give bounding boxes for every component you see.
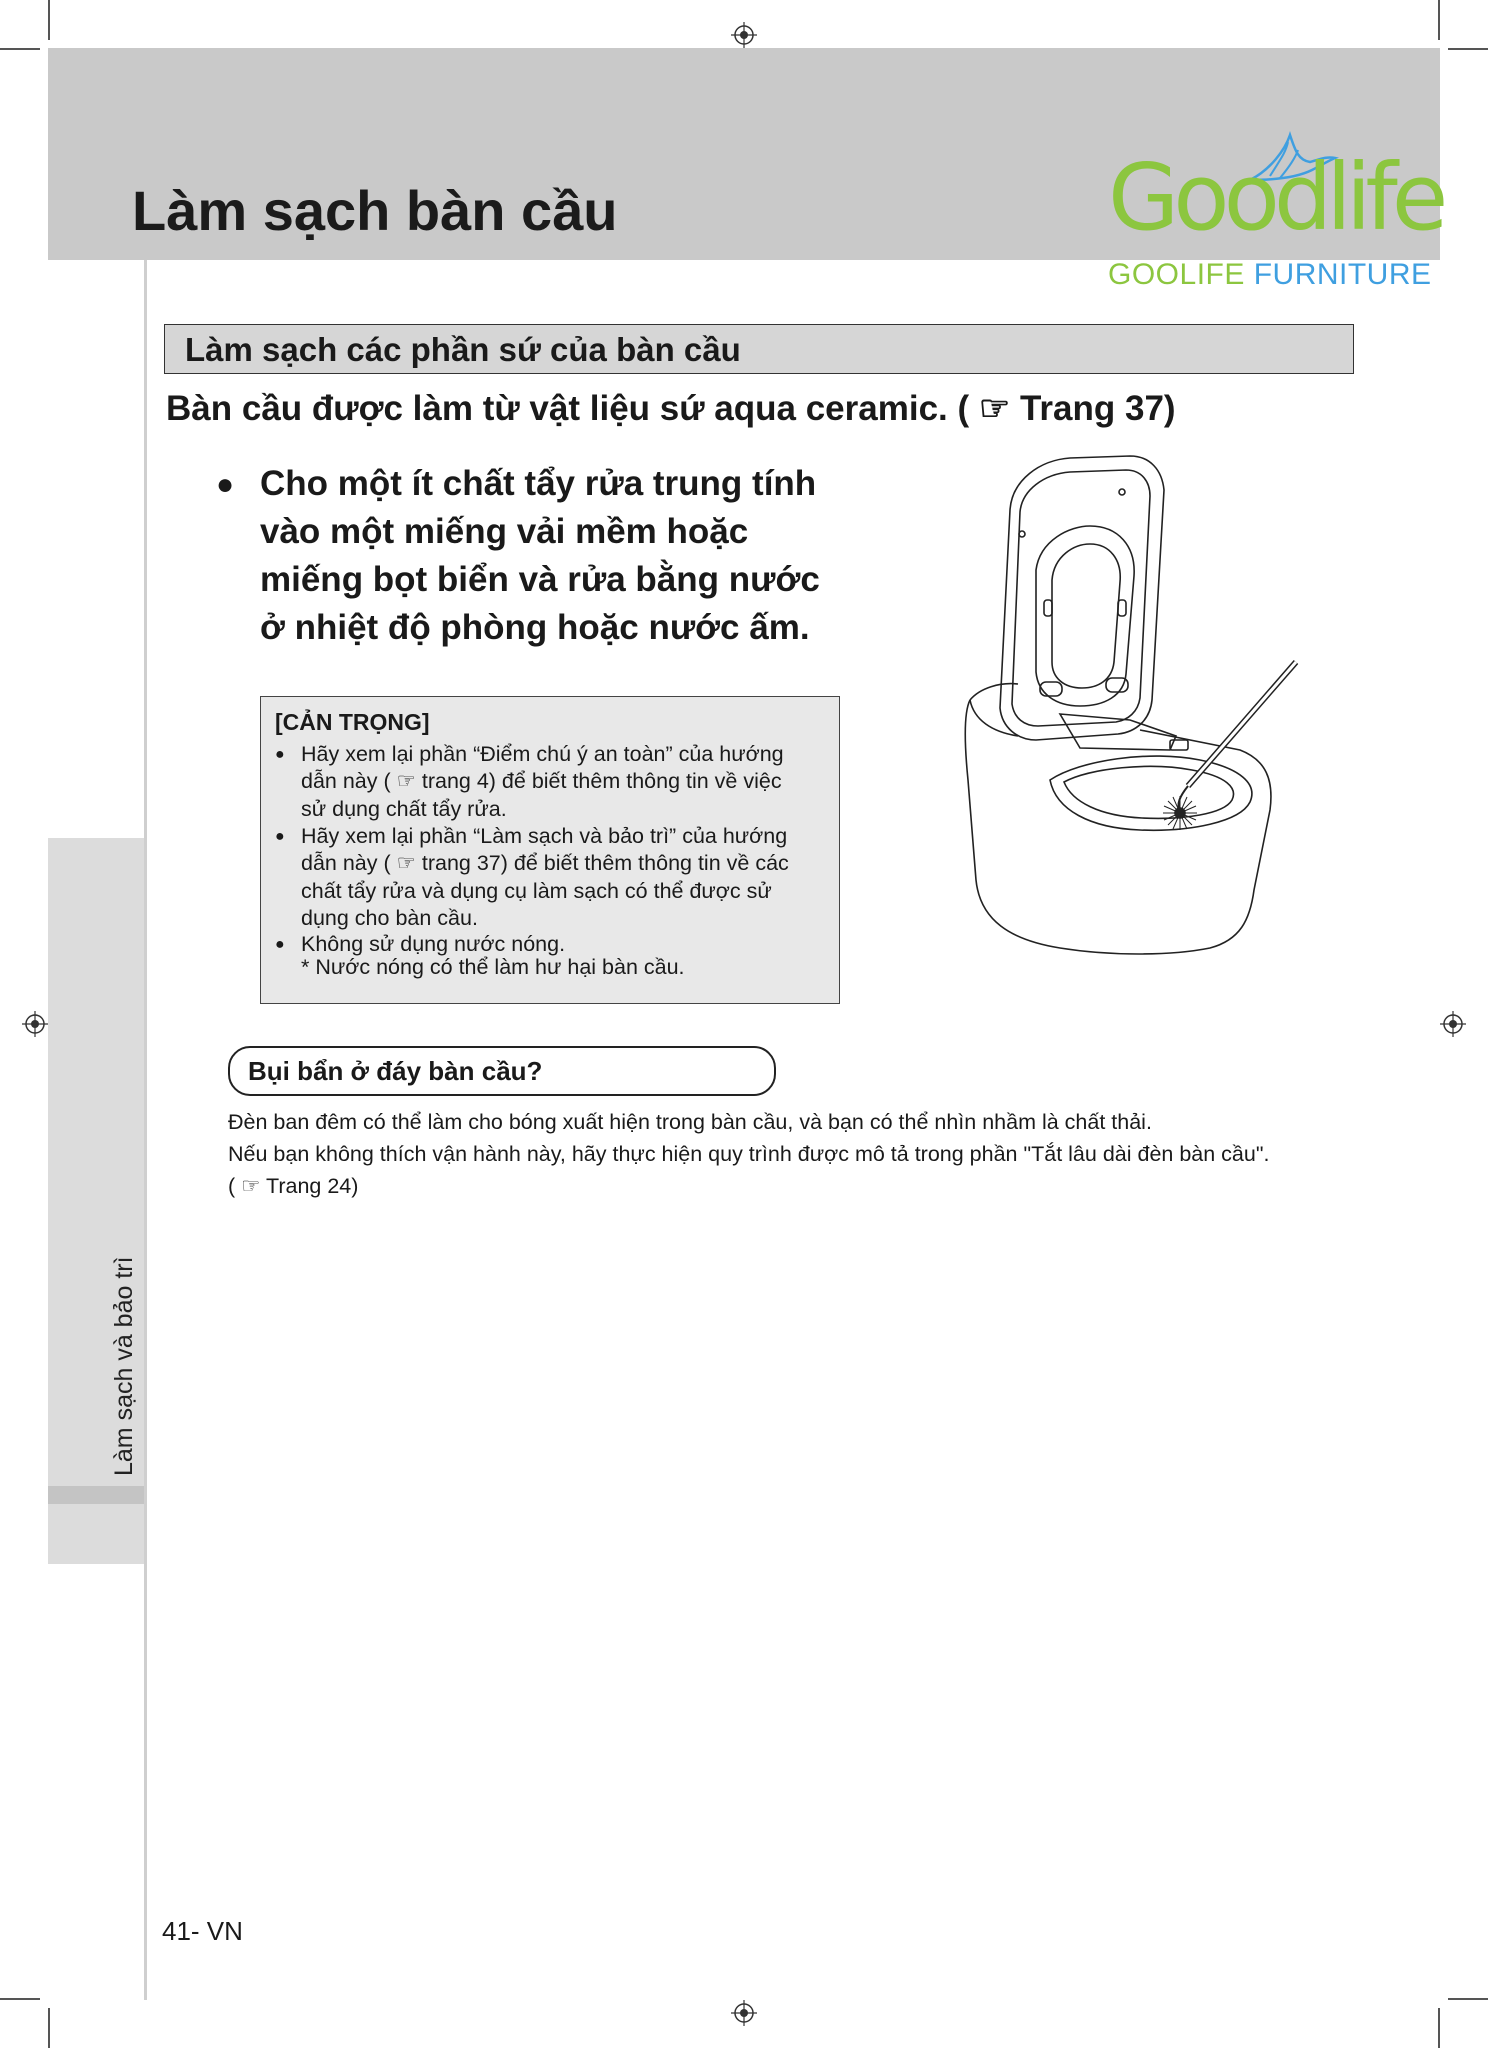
caution-title: [CẢN TRỌNG] [275,709,430,735]
caution-line: Hãy xem lại phần “Điểm chú ý an toàn” của hướng [301,742,784,766]
instruction-line: ở nhiệt độ phòng hoặc nước ấm. [260,608,810,647]
instruction-line: vào một miếng vải mềm hoặc [260,512,749,551]
instruction-line: miếng bọt biển và rửa bằng nước [260,560,820,599]
caution-box [260,696,840,1004]
side-tab-marker [48,1486,144,1504]
crop-mark [1448,1998,1488,2000]
section-heading-box [164,324,1354,374]
crop-mark [1448,48,1488,50]
crop-mark [1438,0,1440,40]
margin-rule [144,260,147,2000]
tip-text-line: ( ☞ Trang 24) [228,1174,359,1198]
crop-mark [1438,2008,1440,2048]
section-heading: Làm sạch các phần sứ của bàn cầu [185,331,741,368]
caution-line: dụng cho bàn cầu. [301,905,478,930]
crop-mark [48,2008,50,2048]
registration-mark-icon [1440,1011,1466,1037]
tip-heading-box [228,1046,776,1096]
caution-line: Không sử dụng nước nóng. [301,932,566,956]
page-number: 41- VN [162,1916,243,1946]
side-tab-label: Làm sạch và bảo trì [110,1256,138,1476]
tip-text-line: Đèn ban đêm có thể làm cho bóng xuất hiện trong bàn cầu, và bạn có thể nhìn nhầm là chất thải. [228,1110,1152,1134]
registration-mark-icon [731,2000,757,2026]
bullet-icon: ● [216,468,235,501]
bullet-icon: ● [275,746,285,763]
crop-mark [0,1998,40,2000]
main-instruction [260,460,900,652]
registration-mark-icon [22,1011,48,1037]
crop-mark [0,48,40,50]
logo-tagline: GOOLIFE FURNITURE [1108,258,1432,291]
tip-heading: Bụi bẩn ở đáy bàn cầu? [248,1056,543,1086]
bullet-icon: ● [275,828,285,845]
caution-line: dẫn này ( ☞ trang 4) để biết thêm thông tin về việc [301,769,782,794]
page-title: Làm sạch bàn cầu [132,179,618,242]
intro-text: Bàn cầu được làm từ vật liệu sứ aqua ceramic. ( ☞ Trang 37) [166,389,1176,428]
instruction-line: Cho một ít chất tẩy rửa trung tính [260,464,817,503]
toilet-cleaning-illustration [940,450,1310,1030]
tip-text-line: Nếu bạn không thích vận hành này, hãy thực hiện quy trình được mô tả trong phần "Tắt lâu dài đèn bàn cầu". [228,1142,1270,1166]
caution-line: sử dụng chất tẩy rửa. [301,796,507,821]
crop-mark [48,0,50,40]
caution-note: * Nước nóng có thể làm hư hại bàn cầu. [301,955,685,979]
registration-mark-icon [731,22,757,48]
logo-wordmark: Goodlife [1108,144,1443,251]
caution-line: Hãy xem lại phần “Làm sạch và bảo trì” của hướng [301,824,788,848]
bullet-icon: ● [275,936,285,953]
caution-line: chất tẩy rửa và dụng cụ làm sạch có thể được sử [301,878,772,903]
brand-logo [1100,130,1443,300]
caution-line: dẫn này ( ☞ trang 37) để biết thêm thông tin về các [301,851,789,876]
